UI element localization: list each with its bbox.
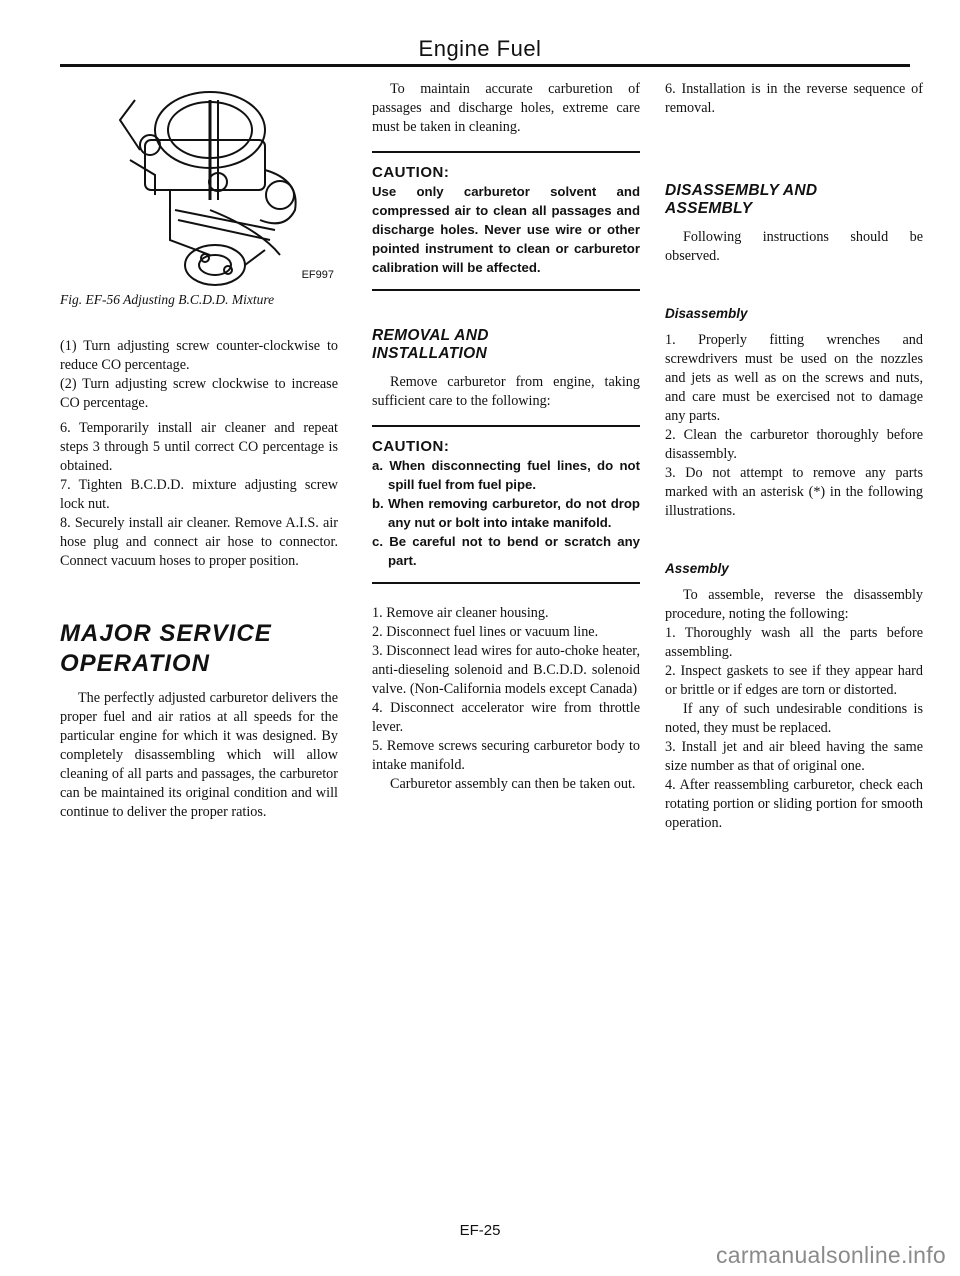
column-1 (60, 80, 338, 822)
subheading: Assembly (665, 561, 729, 576)
step: 3. Disconnect lead wires for auto-choke heater, anti-dieseling solenoid and B.C.D.D. solenoid valve. (Non-California models except Canada) (372, 643, 640, 697)
figure-caption: Fig. EF-56 Adjusting B.C.D.D. Mixture (60, 292, 275, 307)
step: 3. Install jet and air bleed having the same size number as that of original one. (665, 739, 923, 774)
caution-item: c. Be careful not to bend or scratch any part. (372, 534, 640, 568)
paragraph: The perfectly adjusted carburetor delivers the proper fuel and air ratios at all speeds for the particular engine for which it was designed. By completely disassembling which will allow cleaning of all parts and passages, the carburetor can be maintained its original condition and will continue to deliver the proper ratios. (60, 690, 338, 820)
step: 6. Installation is in the reverse sequence of removal. (665, 81, 923, 116)
paragraph: To assemble, reverse the disassembly procedure, noting the following: (665, 587, 923, 622)
step: 6. Temporarily install air cleaner and repeat steps 3 through 5 until correct CO percentage is obtained. (60, 420, 338, 474)
caution-title: CAUTION: (372, 164, 450, 181)
header-rule (60, 64, 910, 67)
caution-title: CAUTION: (372, 438, 450, 455)
page-number: EF-25 (459, 1222, 501, 1239)
section-heading: MAJOR SERVICE (60, 620, 272, 647)
carburetor-figure (60, 80, 338, 290)
caution-item: b. When removing carburetor, do not drop any nut or bolt into intake manifold. (372, 496, 640, 530)
step: 1. Properly fitting wrenches and screwdrivers must be used on the nozzles and jets as well as on the screws and nuts, and care must be exercised not to damage any parts. (665, 332, 923, 424)
section-heading: INSTALLATION (372, 345, 487, 362)
paragraph: (1) Turn adjusting screw counter-clockwise to reduce CO percentage. (60, 338, 338, 373)
step: 2. Disconnect fuel lines or vacuum line. (372, 624, 599, 640)
paragraph: Remove carburetor from engine, taking sufficient care to the following: (372, 374, 640, 409)
step: 2. Clean the carburetor thoroughly before disassembly. (665, 427, 923, 462)
section-heading: ASSEMBLY (665, 200, 753, 217)
paragraph: If any of such undesirable conditions is noted, they must be replaced. (665, 701, 923, 736)
paragraph: (2) Turn adjusting screw clockwise to increase CO percentage. (60, 376, 338, 411)
step: 7. Tighten B.C.D.D. mixture adjusting screw lock nut. (60, 477, 338, 512)
step: 8. Securely install air cleaner. Remove A.I.S. air hose plug and connect air hose to connector. Connect vacuum hoses to proper position. (60, 515, 338, 569)
caution-item: a. When disconnecting fuel lines, do not spill fuel from fuel pipe. (372, 458, 640, 492)
step: 5. Remove screws securing carburetor body to intake manifold. (372, 738, 640, 773)
caution-box (372, 151, 640, 291)
carburetor-illustration (60, 80, 338, 290)
step: 1. Thoroughly wash all the parts before assembling. (665, 625, 923, 660)
column-2 (372, 80, 640, 794)
step: 4. After reassembling carburetor, check each rotating portion or sliding portion for smooth operation. (665, 777, 923, 831)
figure-code: EF997 (301, 269, 334, 281)
column-3 (665, 80, 923, 833)
page-title: Engine Fuel (418, 36, 542, 61)
step: 1. Remove air cleaner housing. (372, 605, 549, 621)
caution-box (372, 425, 640, 584)
paragraph: Carburetor assembly can then be taken out. (390, 776, 636, 792)
caution-text: Use only carburetor solvent and compressed air to clean all passages and discharge holes. Never use wire or other pointed instrument to clean or carburetor calibration will be affected. (372, 184, 640, 275)
paragraph: Following instructions should be observed. (665, 229, 923, 264)
step: 3. Do not attempt to remove any parts marked with an asterisk (*) in the following illustrations. (665, 465, 923, 519)
paragraph: To maintain accurate carburetion of passages and discharge holes, extreme care must be taken in cleaning. (372, 81, 640, 135)
step: 2. Inspect gaskets to see if they appear hard or brittle or if edges are torn or distorted. (665, 663, 923, 698)
step: 4. Disconnect accelerator wire from throttle lever. (372, 700, 640, 735)
subheading: Disassembly (665, 306, 748, 321)
watermark[interactable]: carmanualsonline.info (715, 1242, 946, 1268)
section-heading: DISASSEMBLY AND (665, 182, 818, 199)
section-heading: OPERATION (60, 650, 210, 677)
section-heading: REMOVAL AND (372, 327, 489, 344)
